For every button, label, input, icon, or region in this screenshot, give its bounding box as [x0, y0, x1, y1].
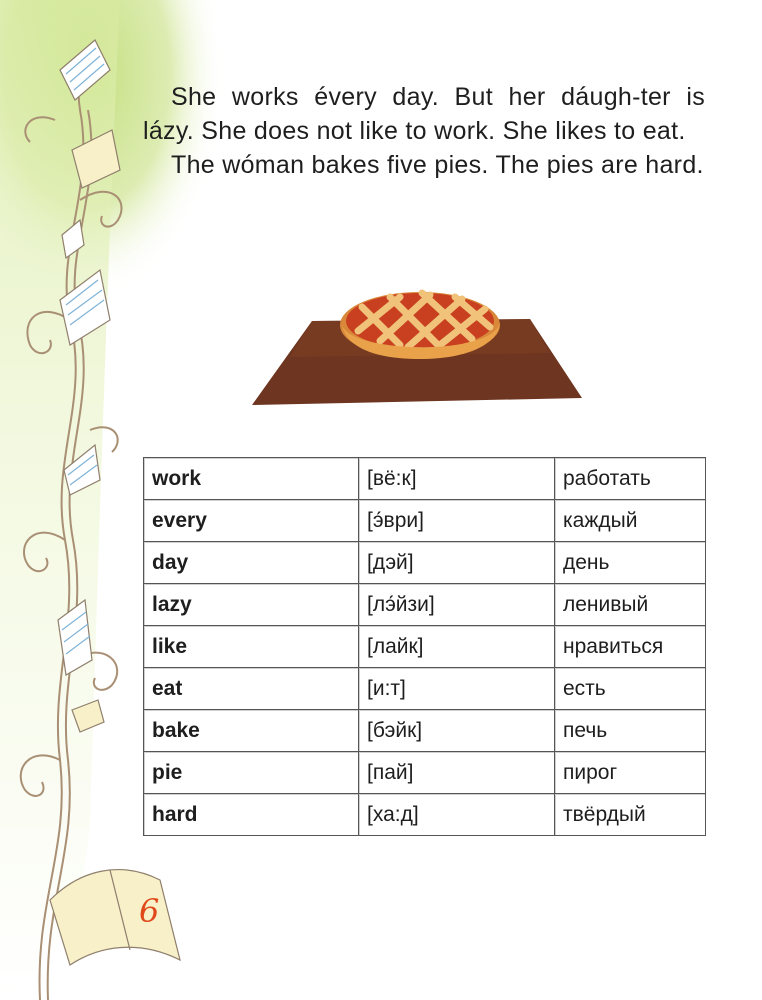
- vocab-transcription: [дэй]: [359, 542, 555, 584]
- vocab-transcription: [пай]: [359, 752, 555, 794]
- table-row: [144, 458, 706, 500]
- vocab-meaning: печь: [555, 710, 706, 752]
- vocab-transcription: [лэ́йзи]: [359, 584, 555, 626]
- table-row: [144, 626, 706, 668]
- vocab-word: every: [144, 500, 359, 542]
- pie-illustration: [250, 283, 582, 408]
- vocab-meaning: ленивый: [555, 584, 706, 626]
- table-row: [144, 710, 706, 752]
- page-number: 6: [139, 892, 160, 930]
- vocab-word: lazy: [144, 584, 359, 626]
- story-paragraph-2: The wóman bakes five pies. The pies are hard.: [171, 151, 704, 179]
- vocab-transcription: [лайк]: [359, 626, 555, 668]
- vocab-word: eat: [144, 668, 359, 710]
- table-row: [144, 500, 706, 542]
- vocabulary-table: [143, 457, 706, 836]
- table-row: [144, 752, 706, 794]
- vocab-word: pie: [144, 752, 359, 794]
- vocab-meaning: работать: [555, 458, 706, 500]
- vocab-transcription: [бэйк]: [359, 710, 555, 752]
- vocab-word: work: [144, 458, 359, 500]
- vocab-meaning: пирог: [555, 752, 706, 794]
- vocab-transcription: [ха:д]: [359, 794, 555, 836]
- vocab-transcription: [э́ври]: [359, 500, 555, 542]
- vocab-meaning: нравиться: [555, 626, 706, 668]
- vocab-word: hard: [144, 794, 359, 836]
- vocab-transcription: [вё:к]: [359, 458, 555, 500]
- vocab-meaning: есть: [555, 668, 706, 710]
- story-paragraph-1: She works évery day. But her dáugh-ter is lázy. She does not like to work. She likes to eat.: [143, 83, 705, 145]
- story-text: [143, 80, 705, 182]
- vocab-word: bake: [144, 710, 359, 752]
- vocab-meaning: день: [555, 542, 706, 584]
- table-row: [144, 542, 706, 584]
- vocab-meaning: каждый: [555, 500, 706, 542]
- table-row: [144, 668, 706, 710]
- vocab-meaning: твёрдый: [555, 794, 706, 836]
- vocab-word: like: [144, 626, 359, 668]
- vocab-word: day: [144, 542, 359, 584]
- table-row: [144, 584, 706, 626]
- vocab-transcription: [и:т]: [359, 668, 555, 710]
- table-row: [144, 794, 706, 836]
